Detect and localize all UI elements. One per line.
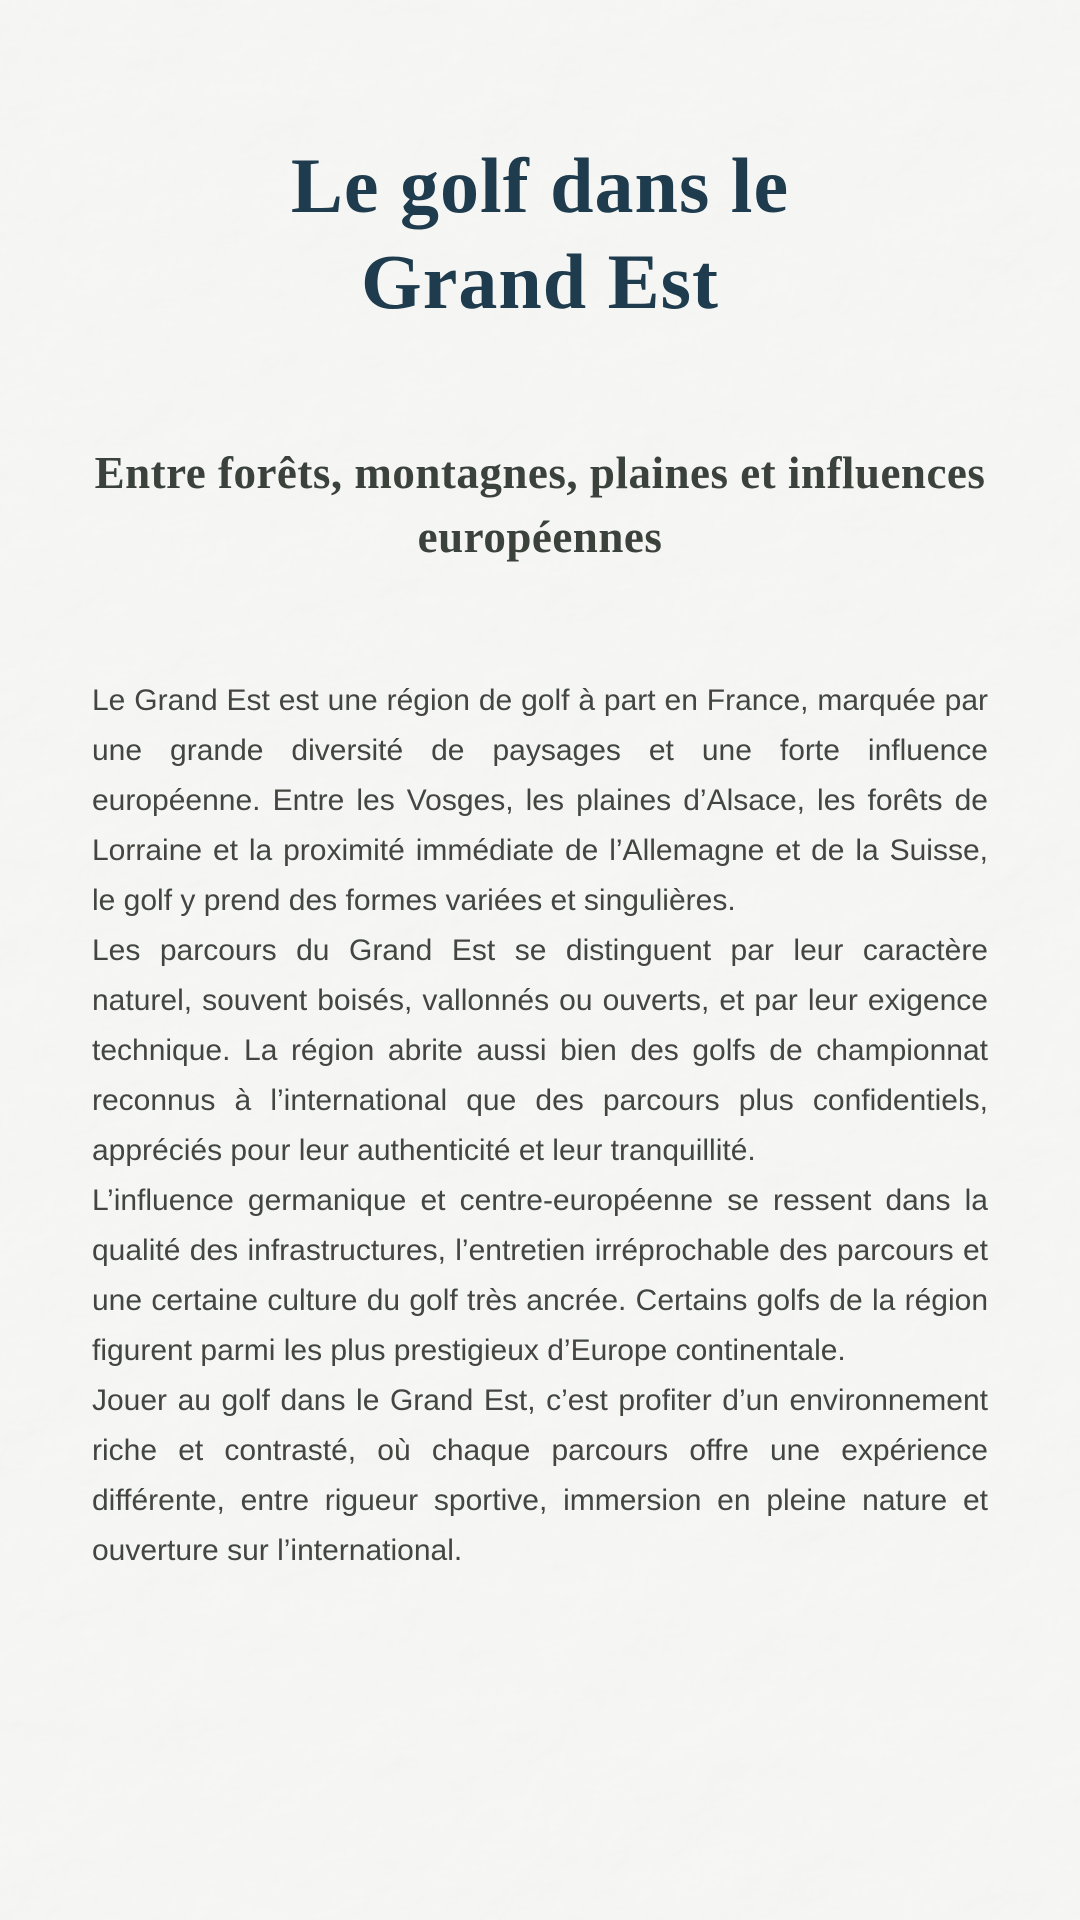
body-text [92,676,988,1576]
page-title-line-1: Le golf dans le [290,142,790,230]
body-paragraph-1: Le Grand Est est une région de golf à part en France, marquée par une grande diversité de paysages et une forte influence européenne. Entre les Vosges, les plaines d’Alsace, les forêts de Lorraine et la proximité immédiate de l’Allemagne et de la Suisse, le golf y prend des formes variées et singulières. [92,684,988,917]
body-paragraph-2: Les parcours du Grand Est se distinguent par leur caractère naturel, souvent boisés, vallonnés ou ouverts, et par leur exigence technique. La région abrite aussi bien des golfs de championnat reconnus à l’international que des parcours plus confidentiels, appréciés pour leur authenticité et leur tranquillité. [92,934,988,1167]
page-subtitle-line-2: européennes [417,512,663,563]
body-paragraph-4: Jouer au golf dans le Grand Est, c’est profiter d’un environnement riche et contrasté, où chaque parcours offre une expérience différente, entre rigueur sportive, immersion en pleine nature et ouverture sur l’international. [92,1384,988,1567]
page-title-line-2: Grand Est [361,238,719,326]
page-subtitle-line-1: Entre forêts, montagnes, plaines et influences [94,448,986,499]
page-title [0,138,1080,330]
body-paragraph-3: L’influence germanique et centre-européenne se ressent dans la qualité des infrastructures, l’entretien irréprochable des parcours et une certaine culture du golf très ancrée. Certains golfs de la région figurent parmi les plus prestigieux d’Europe continentale. [92,1184,988,1367]
page-subtitle [0,441,1080,569]
